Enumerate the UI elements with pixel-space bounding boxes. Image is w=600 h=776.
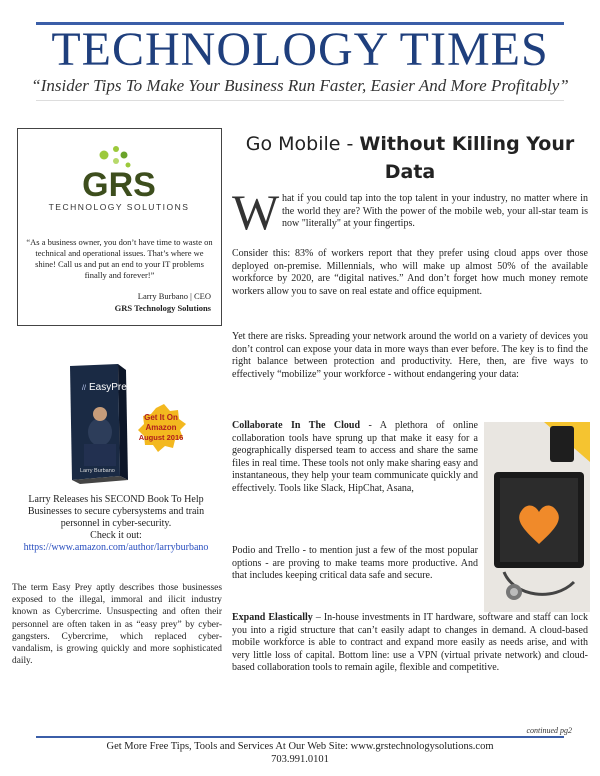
badge-line2: Amazon (145, 423, 177, 432)
logo-subtitle: TECHNOLOGY SOLUTIONS (48, 202, 190, 212)
quote-company: GRS Technology Solutions (114, 303, 211, 313)
badge-line1: Get It On (144, 413, 178, 422)
masthead-tagline: “Insider Tips To Make Your Business Run Faster, Easier And More Profitably” (31, 76, 569, 95)
masthead-bottom-rule (36, 100, 564, 101)
tip1-body: - A plethora of online collaboration tools have sprung up that make it easy for a geographically dispersed team to access and share the same files in real time. These tools not only make sharing easy and instantaneous, they help your team communicate quickly and effectively. Tools like Slack, HipChat, Asana, (232, 420, 478, 494)
article-paragraph-1: Consider this: 83% of workers report that they prefer using cloud apps over those deployed on-premise. Millennials, who will make up almost 50% of the available workforce by 2020, are “digital natives.” And don’t forget how much money remote workers allow you to save on real estate and office equipment. (232, 248, 588, 297)
logo-letters: GRS (82, 166, 156, 204)
tablet-heart-photo (484, 422, 590, 612)
headline-part1: Go Mobile - (245, 133, 360, 155)
badge-line3: August 2016 (138, 433, 184, 442)
book-cover-prefix: // (82, 385, 86, 392)
masthead-title: TECHNOLOGY TIMES (51, 23, 549, 76)
drop-cap: W (232, 184, 280, 240)
tip-expand (232, 612, 588, 675)
footer-website-line: Get More Free Tips, Tools and Services At Our Web Site: www.grstechnologysolutions.com (106, 741, 494, 752)
footer (0, 740, 600, 766)
tip2-body: – In-house investments in IT hardware, software and staff can lock you into a rigid structure that can’t easily adapt to changes in demand. A cloud-based mobile workforce is able to contract and expand more easily as needs arise, and with very little loss of capital. Bottom line: use a VPN (virtual private network) and cloud-based collaboration tools to remain agile, flexible and competitive. (232, 612, 588, 673)
tip-collaborate (232, 420, 478, 495)
tip2-title: Expand Elastically (232, 612, 313, 623)
ceo-quote: “As a business owner, you don’t have time to waste on technical and operational issues. That’s where we shine! Call us and put an end to your IT problems finally and forever!” (26, 237, 213, 280)
amazon-author-link[interactable]: https://www.amazon.com/author/larryburbano (23, 542, 209, 553)
article-headline (232, 130, 588, 186)
footer-phone: 703.991.0101 (271, 754, 329, 765)
article-intro: hat if you could tap into the top talent in your industry, no matter where in the world they are? With the power of the mobile web, your all-star team is now "literally" at your fingertips. (282, 193, 588, 229)
continued-note: continued pg2 (526, 726, 572, 735)
footer-rule (36, 736, 564, 738)
quote-attribution (115, 290, 211, 314)
easy-prey-book-image (60, 364, 200, 484)
book-promo (8, 494, 224, 554)
easy-prey-description: The term Easy Prey aptly describes those businesses exposed to the illegal, immoral and ilicit industry known as Cybercrime. Unsuspecting and often their personnel are often taken in as “easy prey” by cyber-gangsters. Cybercrime, which replaced cyber-vandalism, is growing quickly and more sophisticated daily. (12, 583, 222, 667)
headline-part2: Without Killing Your Data (359, 133, 575, 183)
quote-author: Larry Burbano | CEO (137, 291, 211, 301)
article-paragraph-2: Yet there are risks. Spreading your network around the world on a variety of devices you don’t control can expose your data in more ways than ever before. The key is to find the right balance between protection and productivity. Here, then, are five ways to effectively “mobilize” your workforce - without endangering your data: (232, 331, 588, 380)
book-cover-author: Larry Burbano (80, 468, 115, 474)
book-cover-title: EasyPrey (89, 382, 132, 393)
tip1-continued: Podio and Trello - to mention just a few of the most popular options - are proving to make teams more productive. And that includes keeping critical data safe and secure. (232, 545, 478, 581)
book-promo-text: Larry Releases his SECOND Book To Help Businesses to secure cybersystems and train personnel in cyber-security. (27, 494, 205, 529)
company-quote-box (17, 128, 222, 326)
grs-logo (18, 141, 221, 213)
check-it-out: Check it out: (90, 530, 142, 541)
tip1-title: Collaborate In The Cloud (232, 420, 361, 431)
